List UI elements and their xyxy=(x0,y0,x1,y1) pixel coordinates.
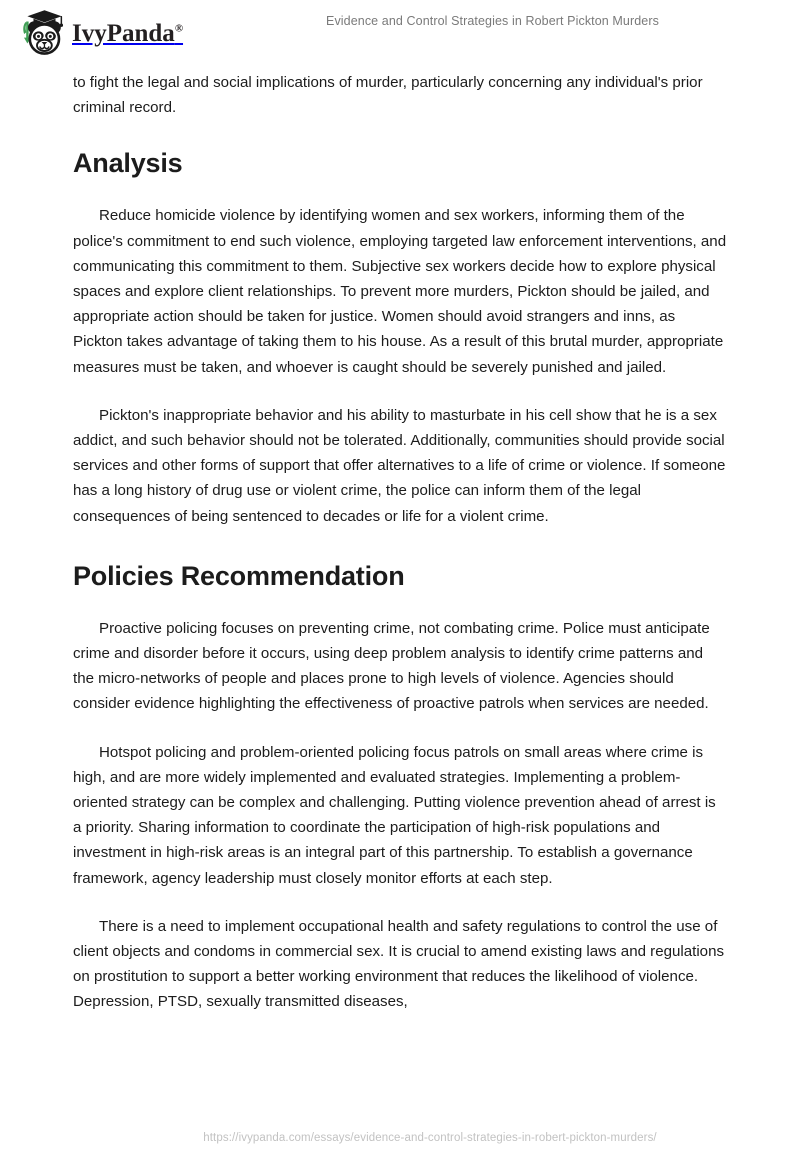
brand-name-text: IvyPanda xyxy=(72,19,175,47)
paragraph: There is a need to implement occupational health and safety regulations to control the use of client objects and condoms in commercial sex. It is crucial to amend existing laws and regulations on prostitution to support a better working environment that reduces the likelihood of violence. Depression, PTSD, sexually transmitted diseases, xyxy=(73,917,725,1011)
page-footer xyxy=(0,1128,800,1146)
document-title: Evidence and Control Strategies in Robert Pickton Murders xyxy=(326,14,659,28)
section-heading-analysis: Analysis xyxy=(73,148,183,179)
source-url-link[interactable]: https://ivypanda.com/essays/evidence-and-control-strategies-in-robert-pickton-murders/ xyxy=(203,1132,657,1144)
paragraph: Pickton's inappropriate behavior and his ability to masturbate in his cell show that he is a sex addict, and such behavior should not be tolerated. Additionally, communities should provide social services and other forms of support that offer alternatives to a life of crime or violence. If someone has a long history of drug use or violent crime, the police can inform them of the legal consequences of being sentenced to decades or life for a violent crime. xyxy=(73,406,726,525)
section-heading-policies-recommendation: Policies Recommendation xyxy=(73,560,405,591)
page-header xyxy=(0,0,800,62)
paragraph: Proactive policing focuses on preventing crime, not combating crime. Police must anticipate crime and disorder before it occurs, using deep problem analysis to identify crime patterns and the micro-networks of people and places prone to high levels of violence. Agencies should consider evidence highlighting the effectiveness of proactive patrols when services are needed. xyxy=(73,619,710,713)
paragraph-continued: to fight the legal and social implications of murder, particularly concerning any individual's prior criminal record. xyxy=(73,74,703,117)
paragraph: Hotspot policing and problem-oriented policing focus patrols on small areas where crime is high, and are more widely implemented and evaluated strategies. Implementing a problem-oriented strategy can be complex and challenging. Putting violence prevention ahead of arrest is a priority. Sharing information to coordinate the participation of high-risk populations and investment in high-risk areas is an integral part of this partnership. To establish a governance framework, agency leadership must closely monitor efforts at each step. xyxy=(73,743,716,887)
paragraph: Reduce homicide violence by identifying women and sex workers, informing them of the police's commitment to end such violence, employing targeted law enforcement interventions, and communicating this commitment to them. Subjective sex workers decide how to explore physical spaces and explore client relationships. To prevent more murders, Pickton should be jailed, and appropriate action should be taken for justice. Women should avoid strangers and inns, as Pickton takes advantage of taking them to his house. As a result of this brutal murder, appropriate measures must be taken, and whoever is caught should be severely punished and jailed. xyxy=(73,207,727,376)
document-body xyxy=(73,70,727,1015)
registered-trademark-icon: ® xyxy=(174,22,184,35)
